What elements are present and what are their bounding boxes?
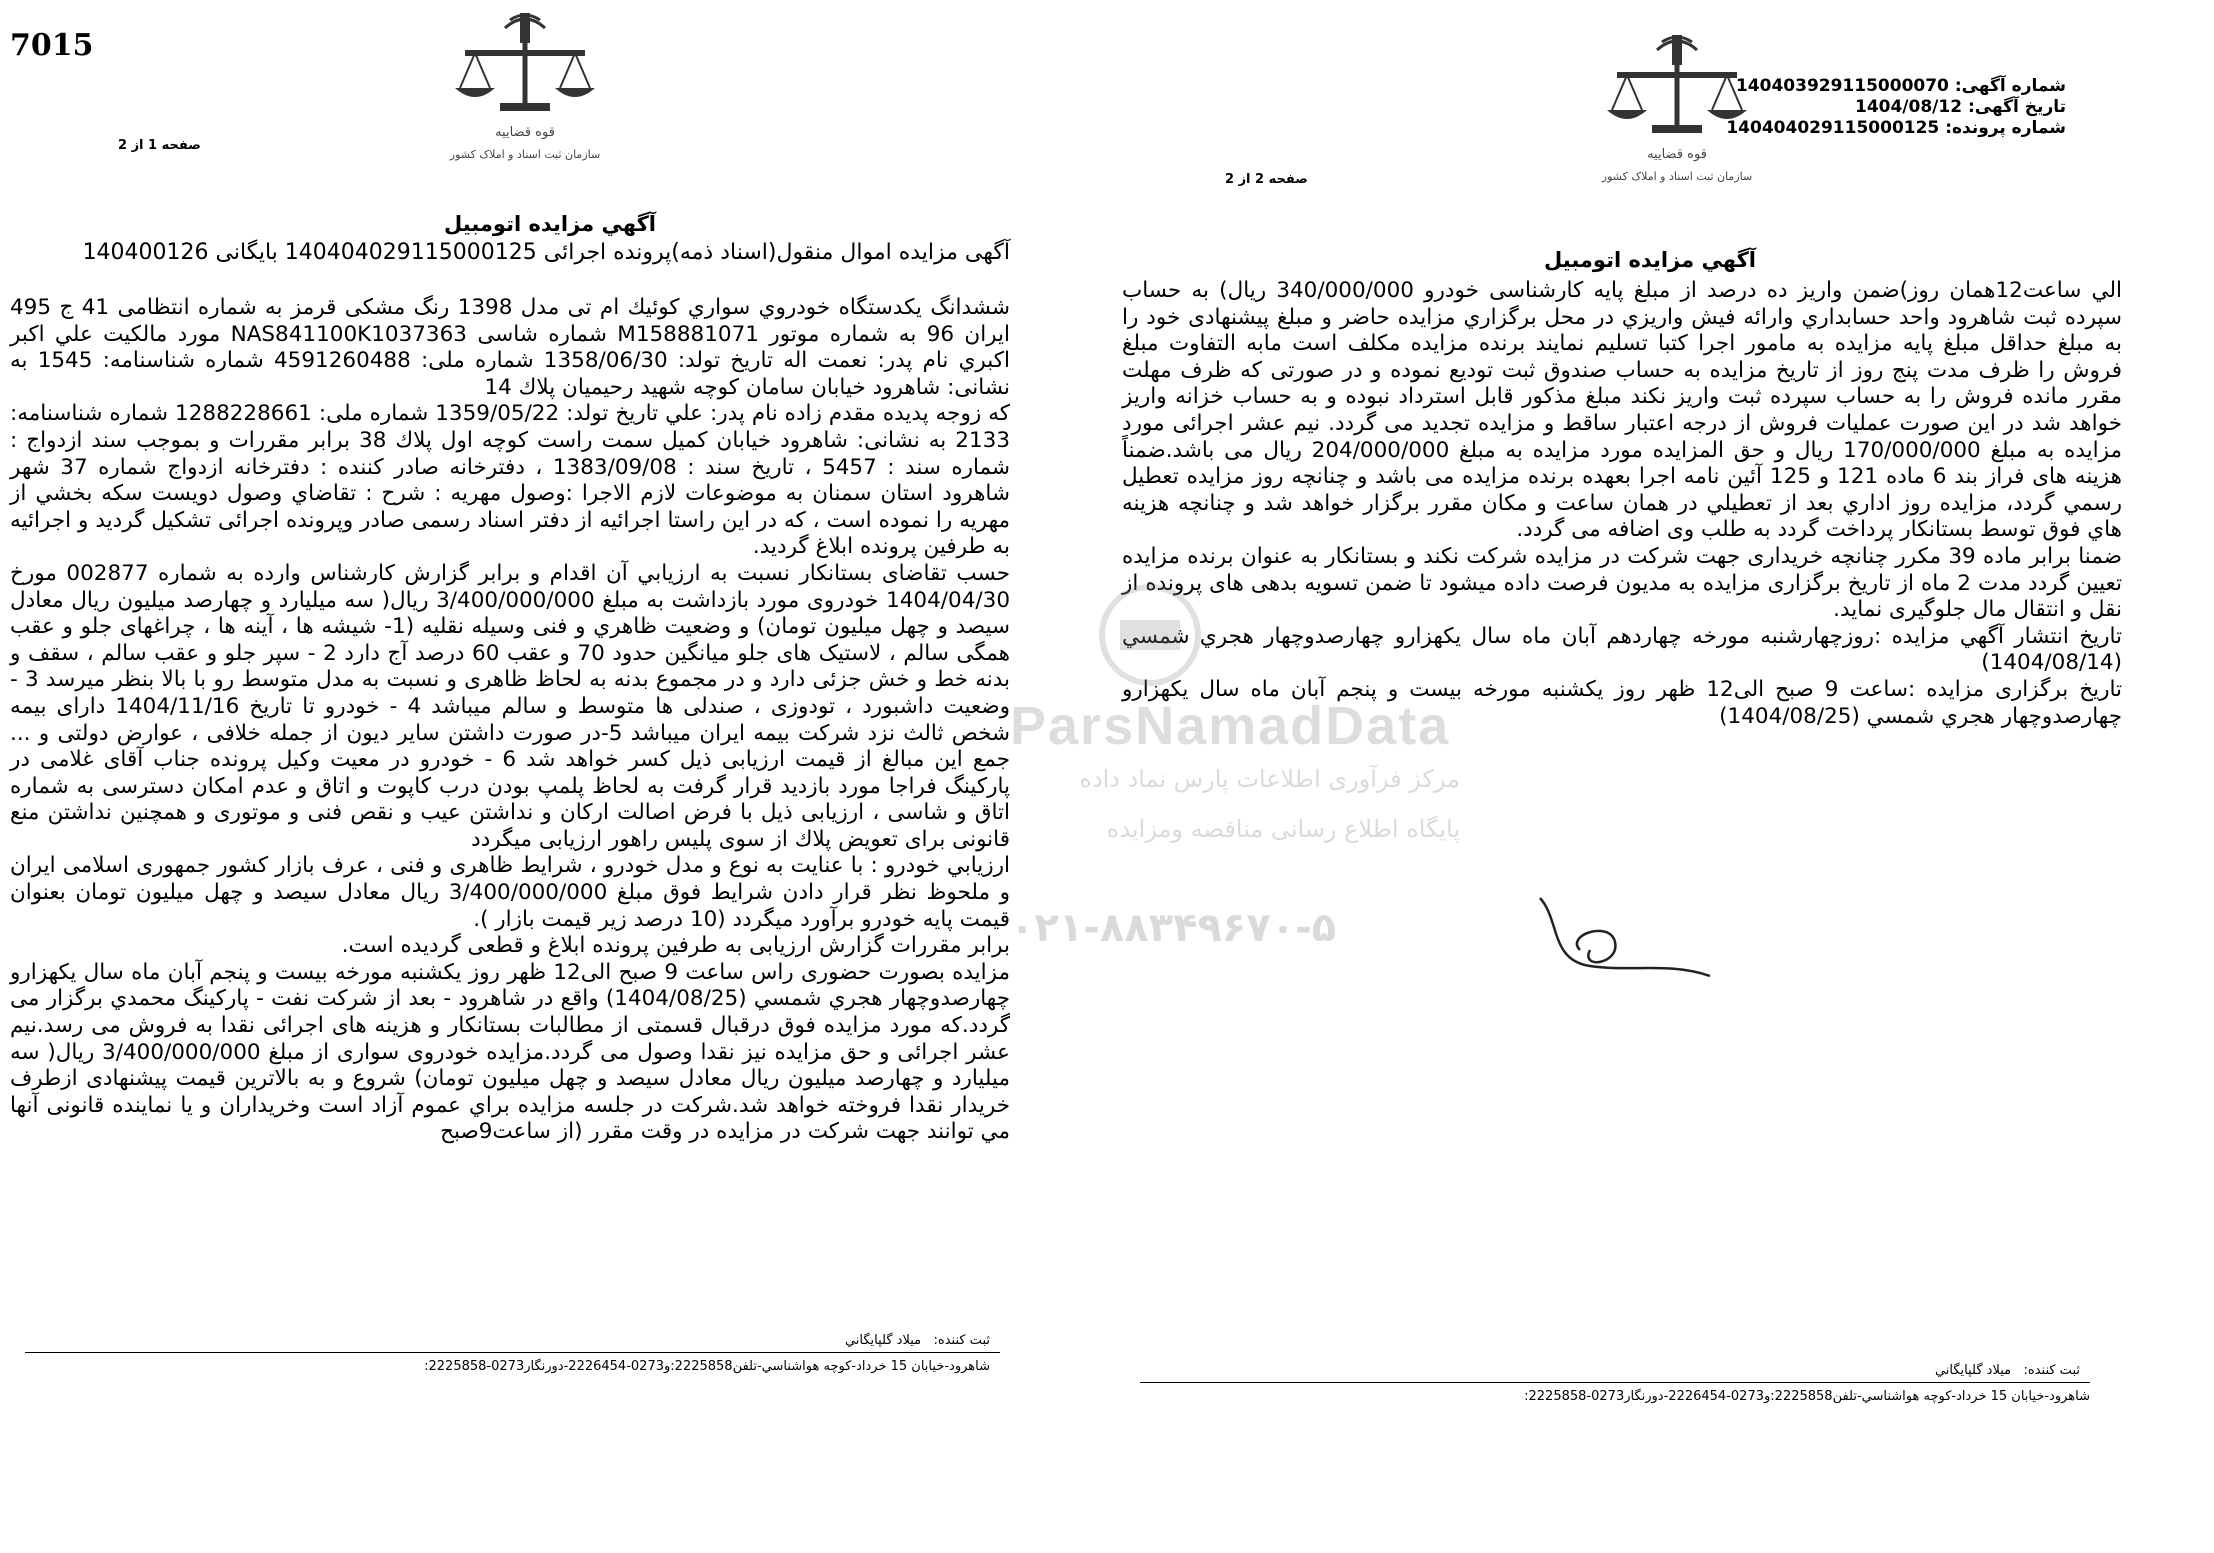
- emblem-text-line1: قوه قضاییه: [1647, 147, 1707, 162]
- page2-paragraph: تاريخ انتشار آگهي مزايده :روزچهارشنبه مورخه چهاردهم آبان ماه سال يکهزارو چهارصدوچهار هجري شمسي (1404/08/14): [1122, 623, 2122, 676]
- page1-title: آگهي مزايده اتومبيل: [444, 212, 656, 236]
- page1-body: [10, 295, 1010, 1330]
- page1-paragraph: ششدانگ يكدستگاه خودروي سواري كوئيك ام تی مدل 1398 رنگ مشکی قرمز به شماره انتظامی 41 ج 495 ايران 96 به شماره موتور M158881071 شماره شاسی NAS841100K1037363 مورد مالکيت علي اكبر اكبري نام پدر: نعمت اله تاریخ تولد: 1358/06/30 شماره ملی: 4591260488 شماره شناسنامه: 1545 به نشانی: شاهرود خيابان سامان کوچه شهيد رحيميان پلاك 14: [10, 295, 1011, 400]
- watermark-line2: پایگاه اطلاع رسانی مناقصه ومزایده: [1106, 815, 1460, 843]
- page2-address: شاهرود-خیابان 15 خرداد-کوچه هواشناسي-تلفن2225858:و0273-2226454-دورنگار0273-2225858:: [1524, 1389, 2090, 1404]
- registrar-label: ثبت كننده:: [2023, 1363, 2080, 1378]
- page1-paragraph: برابر مقررات گزارش ارزيابی به طرفين پرونده ابلاغ و قطعی گرديده است.: [341, 933, 1010, 959]
- page1-header: [0, 0, 1100, 230]
- page2-paragraph: تاريخ برگزاری مزايده :ساعت 9 صبح الی12 ظهر روز يكشنبه مورخه بيست و پنجم آبان ماه سال يكهزارو چهارصدوچهار هجري شمسي (1404/08/25): [1122, 676, 2122, 729]
- ad-date-label: تاریخ آگهی:: [1967, 97, 2066, 117]
- page2-title: آگهي مزايده اتومبيل: [1544, 248, 1756, 272]
- emblem-text-line1: قوه قضاییه: [495, 125, 555, 140]
- registrar-name: ميلاد گلپايگاني: [844, 1333, 922, 1348]
- ad-date-row: [1646, 97, 2066, 118]
- page1-paragraph: حسب تقاضای بستانکار نسبت به ارزيابي آن اقدام و برابر گزارش كارشناس وارده به شماره 002877 مورخ 1404/04/30 خودروی مورد بازداشت به مبلغ 3/400/000/000 ریال( سه میلیارد و چهارصد ميليون ريال معادل سيصد و چهل ميليون تومان) و وضعيت ظاهري و فنی وسيله نقليه (1- شيشه ها ، آينه ها ، چراغهای جلو و عقب همگی سالم ، لاستيک های جلو ميانگين حدود 70 و عقب 60 درصد آج دارد 2 - سپر جلو و عقب سالم ، سقف و بدنه خط و خش جزئی دارد و در مجموع بدنه به لحاظ ظاهری و نسبت به مدل متوسط رو با بالا بنظر ميرسد 3 - وضعيت داشبورد ، تودوزی ، صندلی ها متوسط و سالم ميباشد 4 - خودرو تا تاریخ 1404/11/16 دارای بيمه شخص ثالث نزد شركت بيمه ايران ميباشد 5-در صورت داشتن ساير ديون از جمله خلافی ، عوارض دولتی و ... جمع اين مبالغ از قيمت ارزيابی ذيل كسر خواهد شد 6 - خودرو در معيت وكيل پرونده جناب آقای غلامی در پاركينگ فراجا مورد بازديد قرار گرفت به لحاظ پلمپ بودن درب كاپوت و اتاق و عدم امكان دسترسی به شماره اتاق و شاسی ، ارزيابی ذيل با فرض اصالت اركان و نداشتن عيب و نقص فنی و موتوری و همچنين نداشتن منع قانونی برای تعويض پلاك از سوی پليس راهور ارزيابی ميگردد: [10, 560, 1011, 852]
- watermark-phone: ۰۲۱-۸۸۳۴۹۶۷۰-۵: [1010, 905, 1337, 951]
- page2-footer-divider: [1140, 1382, 2090, 1383]
- watermark-line1: مرکز فرآوری اطلاعات پارس نماد داده: [1079, 765, 1460, 793]
- page1-registrar: [700, 1332, 990, 1350]
- page2-registrar: [1790, 1362, 2080, 1380]
- handwritten-signature-icon: [1520, 880, 1730, 990]
- page2-paragraph: ضمنا برابر ماده 39 مکرر چنانچه خریداری جهت شرکت در مزایده شرکت نکند و بستانکار به عنوان برنده مزایده تعیین گردد مدت 2 ماه از تاریخ برگزاری مزایده به مدیون فرصت داده میشود تا ضمن تسویه بدهی های پرونده از نقل و انتقال مال جلوگیری نماید.: [1122, 543, 2122, 623]
- ad-number-value: 140403929115000070: [1735, 76, 1949, 96]
- document-code: 7015: [10, 28, 94, 63]
- page1-footer-divider: [25, 1352, 1000, 1353]
- registrar-label: ثبت كننده:: [933, 1333, 990, 1348]
- ad-number-row: [1646, 76, 2066, 97]
- emblem-text-line2: سازمان ثبت اسناد و املاک کشور: [449, 148, 601, 161]
- page1-paragraph: ارزيابي خودرو : با عنايت به نوع و مدل خودرو ، شرايط ظاهری و فنی ، عرف بازار كشور جمهوری اسلامی ايران و ملحوظ نظر قرار دادن شرايط فوق مبلغ 3/400/000/000 ريال معادل سيصد و چهل ميليون تومان بعنوان قيمت پايه خودرو برآورد ميگردد (10 درصد زير قيمت بازار ).: [10, 853, 1011, 932]
- page1-address: شاهرود-خیابان 15 خرداد-کوچه هواشناسي-تلفن2225858:و0273-2226454-دورنگار0273-2225858:: [424, 1359, 990, 1374]
- case-number-label: شماره پرونده:: [1945, 118, 2066, 138]
- emblem-text-line2: سازمان ثبت اسناد و املاک کشور: [1601, 170, 1753, 183]
- page1-paragraph: كه زوجه پديده مقدم زاده نام پدر: علي تاريخ تولد: 1359/05/22 شماره ملی: 1288228661 شماره شناسنامه: 2133 به نشانی: شاهرود خيابان کميل سمت راست کوچه اول پلاك 38 برابر مقررات و بموجب سند ازدواج : شماره سند : 5457 ، تاریخ سند : 1383/09/08 ، دفترخانه صادر كننده : دفترخانه ازدواج شماره 37 شهر شاهرود استان سمنان به موضوعات لازم الاجرا :وصول مهريه : شرح : تقاضاي وصول دويست سكه بخشي از مهريه را نموده است ، كه در اين راستا اجرائيه از دفتر اسناد رسمی صادر وپرونده اجرائی تشکيل گرديد و اجرائيه به طرفين پرونده ابلاغ گرديد.: [10, 401, 1011, 560]
- page1-page-label: صفحه 1 از 2: [118, 138, 201, 153]
- page2-paragraph: الي ساعت12همان روز)ضمن واریز ده درصد از مبلغ پايه كارشناسی خودرو 340/000/000 ريال) به حساب سپرده ثبت شاهرود واحد حسابداري وارائه فيش واريزي در محل برگزاري مزايده حاضر و مبلغ پيشنهادی خود را به مبلغ حداقل مبلغ پايه مزايده به مامور اجرا كتبا تسليم نمايند برنده مزايده مكلف است مابه التفاوت مبلغ فروش را ظرف مدت پنج روز از تاريخ مزايده به حساب صندوق ثبت توديع نموده و در صورتی كه ظرف مهلت مقرر مانده فروش را به حساب سپرده ثبت واريز نكند مبلغ مذكور قابل استرداد نبوده و به حساب خزانه واريز خواهد شد در اين صورت عمليات فروش از درجه اعتبار ساقط و مزايده تجديد می گردد. نيم عشر اجرائی مورد مزايده به مبلغ 170/000/000 ريال و حق المزايده مورد مزايده به مبلغ 204/000/000 ريال می باشد.ضمناً هزینه های فراز بند 6 ماده 121 و 125 آئین نامه اجرا بعهده برنده مزایده می باشد و چنانچه روز مزایده تعطیل رسمي گردد، مزايده روز اداري بعد از تعطيلي در همان ساعت و مكان مقرر برگزار خواهد شد و چنانچه هزينه هاي فوق توسط بستانكار پرداخت گردد به طلب وی اضافه می گردد.: [1122, 278, 2123, 543]
- ad-date-value: 1404/08/12: [1854, 97, 1963, 117]
- page2-page-label: صفحه 2 از 2: [1225, 172, 1308, 187]
- page2-body: [1122, 278, 2122, 818]
- registrar-name: ميلاد گلپايگاني: [1934, 1363, 2012, 1378]
- judiciary-emblem-icon: [430, 8, 620, 168]
- page2-meta: [1646, 76, 2066, 139]
- watermark-brand: ParsNamadData: [1010, 696, 1451, 756]
- case-number-value: 140404029115000125: [1726, 118, 1940, 138]
- page1-subtitle: آگهی مزایده اموال منقول(اسناد ذمه)پرونده اجرائی 140404029115000125 بایگانی 140400126: [82, 240, 1010, 265]
- page1-paragraph: مزایده بصورت حضوری راس ساعت 9 صبح الی12 ظهر روز يكشنبه مورخه بيست و پنجم آبان ماه سال يكهزارو چهارصدوچهار هجري شمسي (1404/08/25) واقع در شاهرود - بعد از شركت نفت - پاركينگ محمدي برگزار می گردد.كه مورد مزایده فوق درقبال قسمتی از مطالبات بستانکار و هزینه های اجرائی نقدا به فروش می رسد.نیم عشر اجرائی و حق مزایده نیز نقدا وصول می گردد.مزایده خودروی سواری از مبلغ 3/400/000/000 ریال( سه میلیارد و چهارصد میلیون ریال معادل سیصد و چهل میلیون تومان) شروع و به بالاترین قیمت پیشنهادی ازطرف خریدار نقدا فروخته خواهد شد.شرکت در جلسه مزایده براي عموم آزاد است وخريداران و يا نماينده قانونی آنها مي توانند جهت شركت در مزايده در وقت مقرر (از ساعت9صبح: [10, 959, 1010, 1145]
- ad-number-label: شماره آگهی:: [1954, 76, 2066, 96]
- case-number-row: [1646, 118, 2066, 139]
